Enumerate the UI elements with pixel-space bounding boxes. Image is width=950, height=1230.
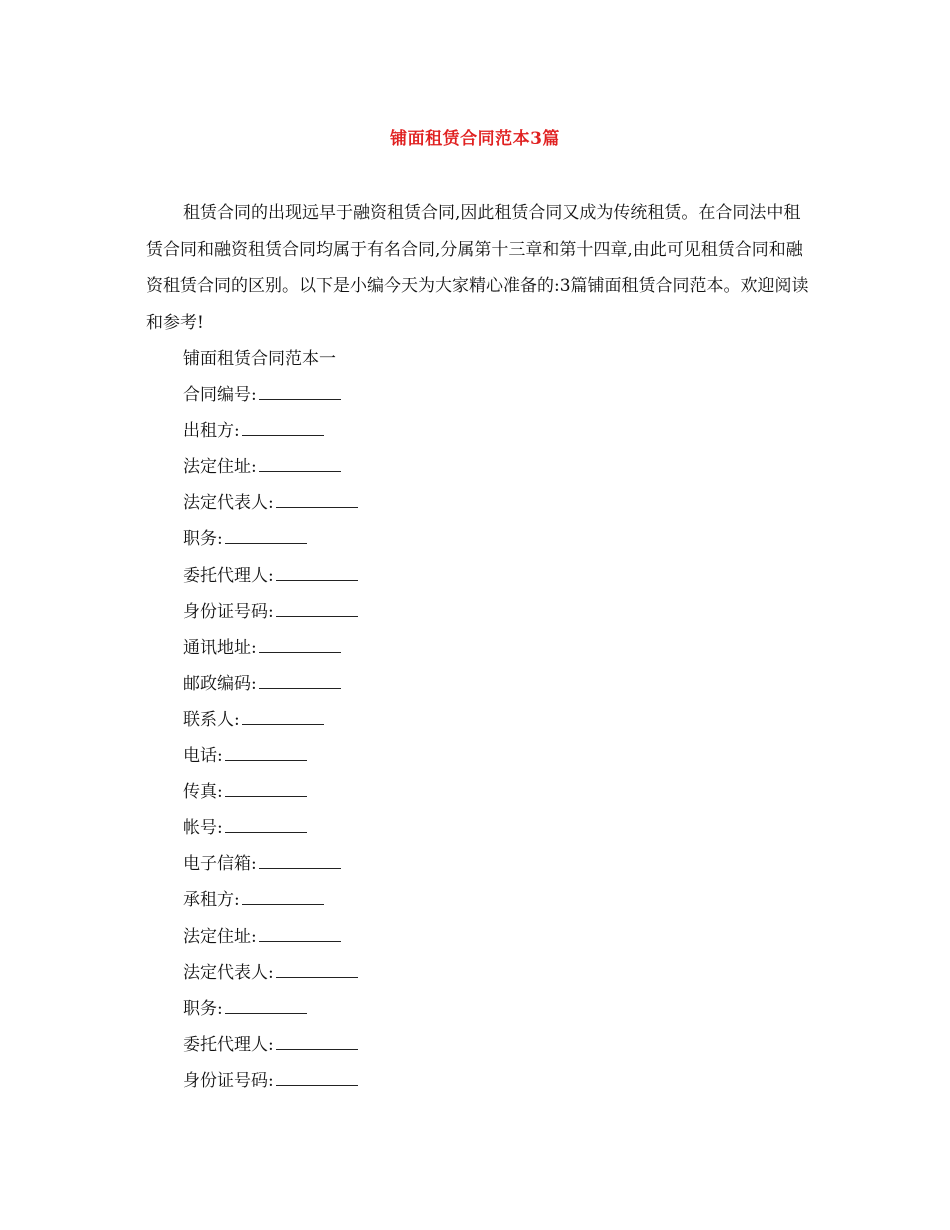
fill-blank xyxy=(259,674,341,689)
field-label: 法定住址: xyxy=(183,457,257,478)
field-label: 法定代表人: xyxy=(183,493,274,514)
form-field xyxy=(183,738,358,774)
section-heading: 铺面租赁合同范本一 xyxy=(183,349,336,369)
fill-blank xyxy=(259,385,341,400)
contract-field-list xyxy=(183,341,358,1099)
fill-blank xyxy=(242,890,324,905)
field-label: 委托代理人: xyxy=(183,1034,274,1055)
form-field xyxy=(183,846,358,882)
form-field xyxy=(183,810,358,846)
field-label: 联系人: xyxy=(183,709,240,730)
fill-blank xyxy=(276,602,358,617)
field-label: 法定代表人: xyxy=(183,962,274,983)
form-field xyxy=(183,594,358,630)
field-label: 帐号: xyxy=(183,818,223,839)
fill-blank xyxy=(276,1035,358,1050)
fill-blank xyxy=(259,854,341,869)
form-field xyxy=(183,882,358,918)
field-label: 身份证号码: xyxy=(183,601,274,622)
intro-paragraph xyxy=(146,195,814,341)
fill-blank xyxy=(242,710,324,725)
field-label: 出租方: xyxy=(183,421,240,442)
form-field xyxy=(183,449,358,485)
field-label: 法定住址: xyxy=(183,926,257,947)
fill-blank xyxy=(225,782,307,797)
fill-blank xyxy=(276,1071,358,1086)
fill-blank xyxy=(225,746,307,761)
field-label: 职务: xyxy=(183,998,223,1019)
form-field xyxy=(183,521,358,557)
field-label: 职务: xyxy=(183,529,223,550)
form-field xyxy=(183,1027,358,1063)
form-field xyxy=(183,413,358,449)
field-label: 邮政编码: xyxy=(183,673,257,694)
field-label: 通讯地址: xyxy=(183,637,257,658)
fill-blank xyxy=(259,638,341,653)
fill-blank xyxy=(225,999,307,1014)
field-label: 传真: xyxy=(183,782,223,803)
form-field xyxy=(183,955,358,991)
form-field xyxy=(183,558,358,594)
form-field xyxy=(183,377,358,413)
fill-blank xyxy=(276,493,358,508)
fill-blank xyxy=(225,818,307,833)
field-label: 电话: xyxy=(183,746,223,767)
form-field xyxy=(183,630,358,666)
form-field xyxy=(183,485,358,521)
form-field xyxy=(183,666,358,702)
field-label: 身份证号码: xyxy=(183,1070,274,1091)
fill-blank xyxy=(242,421,324,436)
field-label: 承租方: xyxy=(183,890,240,911)
field-label: 委托代理人: xyxy=(183,565,274,586)
intro-text: 租赁合同的出现远早于融资租赁合同,因此租赁合同又成为传统租赁。在合同法中租赁合同和融资租赁合同均属于有名合同,分属第十三章和第十四章,由此可见租赁合同和融资租赁合同的区别。以下是小编今天为大家精心准备的:3篇铺面租赁合同范本。欢迎阅读和参考! xyxy=(146,203,809,333)
fill-blank xyxy=(259,457,341,472)
fill-blank xyxy=(276,566,358,581)
fill-blank xyxy=(276,963,358,978)
form-field xyxy=(183,774,358,810)
field-label: 电子信箱: xyxy=(183,854,257,875)
form-field xyxy=(183,702,358,738)
form-field xyxy=(183,919,358,955)
fill-blank xyxy=(225,529,307,544)
form-field xyxy=(183,1063,358,1099)
fill-blank xyxy=(259,927,341,942)
form-field xyxy=(183,991,358,1027)
field-label: 合同编号: xyxy=(183,385,257,406)
document-title: 铺面租赁合同范本3篇 xyxy=(390,129,560,149)
